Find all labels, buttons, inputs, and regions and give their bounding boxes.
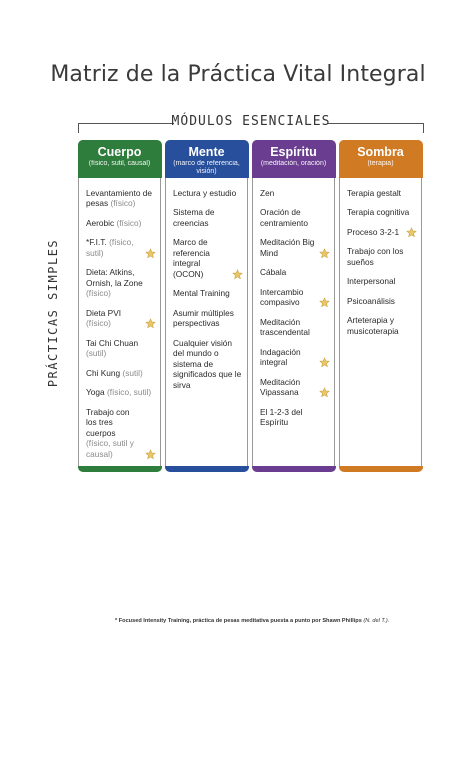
- item-note: (físico, sutil): [106, 387, 152, 397]
- item-note: (físico, sutil): [86, 237, 134, 258]
- column-title: Mente: [188, 144, 225, 159]
- list-item: [347, 315, 417, 336]
- list-item: [347, 188, 417, 199]
- column-header-cuerpo: [78, 140, 162, 178]
- column-items: [253, 178, 334, 428]
- item-note: (físico): [110, 198, 136, 208]
- item-label: Sistema de creencias: [173, 207, 215, 228]
- list-item: [86, 407, 156, 460]
- star-icon: [319, 357, 330, 369]
- list-item: [173, 288, 243, 299]
- column-title: Cuerpo: [97, 144, 142, 159]
- star-icon: [145, 318, 156, 330]
- star-icon: [319, 387, 330, 399]
- column-title: Espíritu: [270, 144, 317, 159]
- column-sombra: [339, 140, 422, 471]
- page-title: Matriz de la Práctica Vital Integral: [50, 62, 426, 87]
- column-espiritu: [252, 140, 335, 471]
- item-label: Dieta PVI: [86, 307, 122, 318]
- list-item: [173, 207, 243, 228]
- item-label: Zen: [260, 187, 275, 198]
- column-header-sombra: [339, 140, 423, 178]
- item-label: Cualquier visión del mundo o sistema de significados que le sirva: [173, 337, 242, 390]
- item-note: (sutil): [122, 367, 143, 378]
- item-label: Psicoanálisis: [347, 295, 395, 306]
- list-item: [260, 347, 330, 368]
- star-icon: [319, 248, 330, 260]
- list-item: [86, 218, 156, 229]
- star-icon: [145, 449, 156, 461]
- item-label: Chi Kung: [86, 367, 121, 378]
- item-note: (físico): [116, 217, 142, 228]
- item-label: Aerobic: [86, 217, 115, 228]
- item-label: Arteterapia y musicoterapia: [347, 315, 399, 336]
- footnote-suffix: (N. del T.).: [363, 618, 390, 624]
- item-label: Dieta: Atkins, Ornish, la Zone: [86, 267, 143, 288]
- item-label: Lectura y estudio: [173, 187, 237, 198]
- column-title: Sombra: [357, 144, 404, 159]
- modules-label: MÓDULOS ESENCIALES: [171, 114, 331, 129]
- item-note: (físico): [86, 318, 111, 328]
- list-item: [347, 227, 417, 238]
- footnote-text: * Focused Intensity Training, práctica de pesas meditativa puesta a punto por Shawn Phillips: [115, 618, 362, 624]
- item-label: *F.I.T.: [86, 237, 107, 247]
- column-subtitle: (meditación, oración): [260, 159, 327, 167]
- item-label: Yoga: [86, 387, 105, 397]
- list-item: [86, 188, 156, 209]
- column-footer-cuerpo: [78, 466, 162, 472]
- list-item: [173, 237, 243, 279]
- item-label: Terapia cognitiva: [347, 207, 410, 217]
- item-label: Terapia gestalt: [347, 187, 401, 198]
- item-label: Oración de centramiento: [260, 207, 308, 228]
- item-label: Proceso 3-2-1: [347, 226, 400, 237]
- modules-heading: [78, 114, 424, 134]
- column-items: [166, 178, 247, 391]
- column-subtitle: (marco de referencia, visión): [173, 159, 240, 175]
- list-item: [347, 246, 417, 267]
- list-item: [347, 296, 417, 307]
- item-note: (sutil): [86, 348, 107, 358]
- list-item: [86, 338, 156, 359]
- list-item: [86, 387, 156, 398]
- item-label: Meditación Vipassana: [260, 376, 301, 397]
- item-label: Intercambio compasivo: [260, 286, 304, 307]
- side-label: PRÁCTICAS SIMPLES: [46, 238, 60, 388]
- column-header-espiritu: [252, 140, 336, 178]
- column-cuerpo: [78, 140, 161, 471]
- list-item: [173, 338, 243, 391]
- list-item: [86, 368, 156, 379]
- item-label: Indagación integral: [260, 346, 301, 367]
- star-icon: [232, 269, 243, 281]
- item-label: Marco de referencia integral (OCON): [173, 237, 210, 279]
- item-label: Meditación trascendental: [260, 316, 310, 337]
- item-label: Asumir múltiples perspectivas: [173, 307, 234, 328]
- footnote: [115, 618, 389, 624]
- list-item: [347, 207, 417, 218]
- item-label: Interpersonal: [347, 276, 396, 286]
- list-item: [347, 276, 417, 287]
- star-icon: [319, 297, 330, 309]
- item-label: Levantamiento de pesas: [86, 187, 152, 208]
- column-items: [79, 178, 160, 460]
- column-subtitle: (terapia): [367, 159, 394, 167]
- item-note: (físico, sutil y causal): [86, 438, 134, 459]
- list-item: [260, 407, 330, 428]
- list-item: [260, 317, 330, 338]
- list-item: [260, 377, 330, 398]
- item-label: El 1-2-3 del Espíritu: [260, 406, 303, 427]
- list-item: [86, 267, 156, 299]
- list-item: [86, 308, 156, 329]
- list-item: [260, 287, 330, 308]
- list-item: [260, 237, 330, 258]
- column-subtitle: (físico, sutil, causal): [88, 159, 151, 167]
- column-header-mente: [165, 140, 249, 178]
- list-item: [173, 308, 243, 329]
- column-footer-mente: [165, 466, 249, 472]
- list-item: [260, 207, 330, 228]
- list-item: [260, 188, 330, 199]
- list-item: [86, 237, 156, 258]
- star-icon: [145, 248, 156, 260]
- item-label: Mental Training: [173, 288, 230, 298]
- column-footer-sombra: [339, 466, 423, 472]
- item-label: Meditación Big Mind: [260, 237, 315, 258]
- column-mente: [165, 140, 248, 471]
- column-items: [340, 178, 421, 337]
- item-label: Tai Chi Chuan: [86, 337, 139, 348]
- column-footer-espiritu: [252, 466, 336, 472]
- item-label: Trabajo con los tres cuerpos: [86, 406, 130, 438]
- star-icon: [406, 227, 417, 239]
- item-label: Trabajo con los sueños: [347, 246, 404, 267]
- list-item: [173, 188, 243, 199]
- list-item: [260, 267, 330, 278]
- item-label: Cábala: [260, 267, 287, 277]
- item-note: (físico): [86, 288, 111, 298]
